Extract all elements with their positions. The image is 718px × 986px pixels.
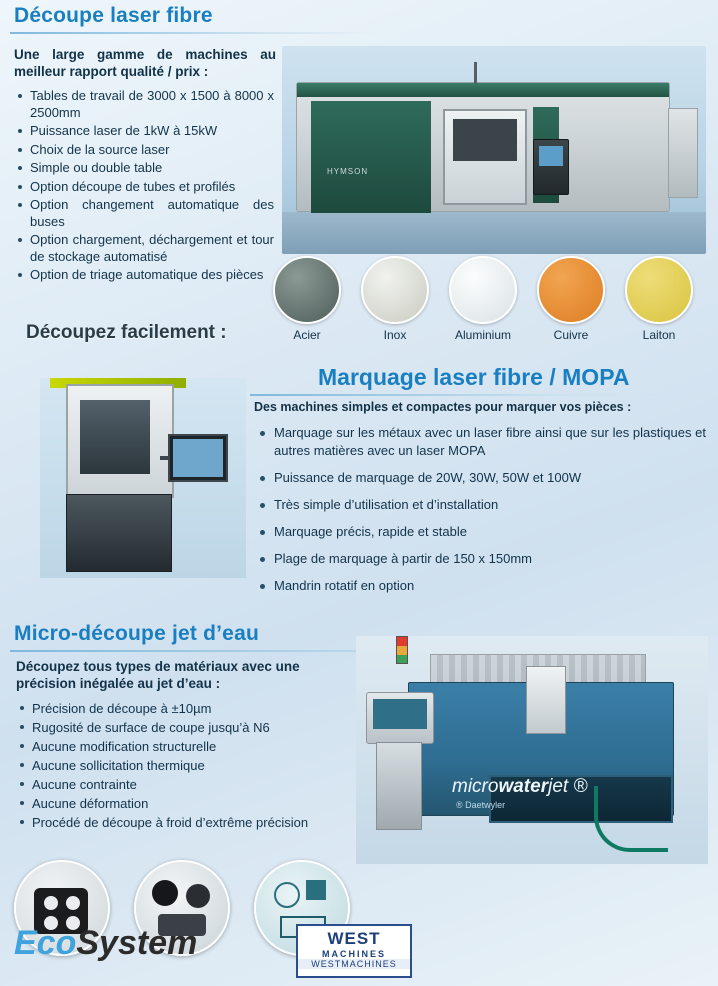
list-item: Option découpe de tubes et profilés bbox=[16, 179, 274, 196]
laser-cutting-intro: Une large gamme de machines au meilleur rapport qualité / prix : bbox=[14, 47, 276, 79]
material-laiton bbox=[624, 256, 694, 342]
list-item: Aucune sollicitation thermique bbox=[18, 757, 358, 774]
machine-control-panel bbox=[533, 139, 569, 195]
list-item: Tables de travail de 3000 x 1500 à 8000 x 2500mm bbox=[16, 88, 274, 121]
material-swatch bbox=[449, 256, 517, 324]
material-label: Cuivre bbox=[553, 328, 589, 342]
material-acier bbox=[272, 256, 342, 342]
sample-shape bbox=[152, 880, 178, 906]
list-item: Marquage précis, rapide et stable bbox=[256, 523, 706, 541]
machine-exchange-table bbox=[668, 108, 698, 198]
machine-body bbox=[296, 82, 670, 212]
material-aluminium bbox=[448, 256, 518, 342]
material-label: Acier bbox=[293, 328, 321, 342]
list-item: Option changement automatique des buses bbox=[16, 197, 274, 230]
company-logo-suffix: System bbox=[76, 924, 198, 962]
material-swatch bbox=[625, 256, 693, 324]
waterjet-title: Micro-découpe jet d’eau bbox=[14, 622, 259, 645]
page-footer bbox=[0, 922, 718, 986]
list-item: Puissance de marquage de 20W, 30W, 50W et 100W bbox=[256, 469, 706, 487]
list-item: Précision de découpe à ±10µm bbox=[18, 700, 358, 717]
machine-cabinet-door bbox=[80, 400, 150, 474]
materials-row bbox=[272, 256, 708, 352]
list-item: Aucune déformation bbox=[18, 795, 358, 812]
waterjet-machine-logo: microwaterjet ® bbox=[452, 776, 588, 797]
material-label: Aluminium bbox=[454, 328, 511, 342]
control-column bbox=[376, 742, 422, 830]
laser-cutting-title-rule bbox=[10, 32, 378, 34]
material-swatch bbox=[537, 256, 605, 324]
sample-hole bbox=[66, 896, 80, 910]
material-label: Inox bbox=[383, 328, 407, 342]
machine-antenna bbox=[474, 62, 477, 84]
marking-machine-photo bbox=[40, 378, 246, 578]
list-item: Aucune modification structurelle bbox=[18, 738, 358, 755]
partner-logo bbox=[296, 924, 412, 978]
list-item: Choix de la source laser bbox=[16, 142, 274, 159]
laser-cutting-title: Découpe laser fibre bbox=[14, 4, 213, 27]
company-logo bbox=[14, 924, 197, 963]
machine-top-stripe bbox=[297, 83, 669, 97]
material-cuivre bbox=[536, 256, 606, 342]
laser-marking-intro: Des machines simples et compactes pour marquer vos pièces : bbox=[254, 400, 632, 414]
machine-window bbox=[443, 109, 527, 205]
list-item: Option de triage automatique des pièces bbox=[16, 267, 274, 284]
laser-cutting-bullet-list bbox=[16, 88, 274, 286]
material-inox bbox=[360, 256, 430, 342]
list-item: Très simple d’utilisation et d’installation bbox=[256, 496, 706, 514]
photo-floor bbox=[282, 212, 706, 254]
laser-marking-title: Marquage laser fibre / MOPA bbox=[318, 364, 630, 390]
machine-brand-label: HYMSON bbox=[327, 167, 369, 176]
list-item: Marquage sur les métaux avec un laser fibre ainsi que sur les plastiques et autres matières avec un laser MOPA bbox=[256, 424, 706, 460]
list-item: Aucune contrainte bbox=[18, 776, 358, 793]
sample-shape bbox=[306, 880, 326, 900]
sample-shape bbox=[186, 884, 210, 908]
sample-shape bbox=[274, 882, 300, 908]
water-hose bbox=[594, 786, 668, 852]
machine-monitor bbox=[168, 434, 228, 482]
list-item: Puissance laser de 1kW à 15kW bbox=[16, 123, 274, 140]
machine-green-panel-left bbox=[311, 101, 431, 213]
registered-mark: ® bbox=[573, 776, 588, 797]
machine-cabinet bbox=[66, 384, 174, 498]
partner-logo-line2: MACHINES bbox=[321, 949, 386, 959]
waterjet-machine-photo bbox=[356, 636, 708, 864]
list-item: Plage de marquage à partir de 150 x 150mm bbox=[256, 550, 706, 568]
material-label: Laiton bbox=[642, 328, 676, 342]
signal-light bbox=[396, 636, 408, 664]
list-item: Mandrin rotatif en option bbox=[256, 577, 706, 595]
material-swatch bbox=[273, 256, 341, 324]
list-item: Option chargement, déchargement et tour de stockage automatisé bbox=[16, 232, 274, 265]
sample-hole bbox=[44, 896, 58, 910]
machine-window-hatch bbox=[453, 119, 517, 161]
laser-marking-bullet-list bbox=[256, 424, 706, 604]
machine-control-screen bbox=[539, 146, 563, 166]
partner-logo-line3: WESTMACHINES bbox=[298, 959, 410, 969]
waterjet-intro: Découpez tous types de matériaux avec une précision inégalée au jet d’eau : bbox=[16, 659, 300, 691]
machine-base bbox=[66, 494, 172, 572]
section-waterjet bbox=[0, 622, 718, 922]
section-laser-marking bbox=[0, 358, 718, 620]
cutting-head bbox=[526, 666, 566, 734]
list-item: Procédé de découpe à froid d’extrême précision bbox=[18, 814, 358, 831]
laser-cutting-machine-photo bbox=[282, 46, 706, 254]
company-logo-prefix: Eco bbox=[14, 924, 77, 962]
material-swatch bbox=[361, 256, 429, 324]
laser-marking-title-rule bbox=[250, 394, 708, 396]
cnc-control-panel bbox=[366, 692, 434, 744]
cut-easily-title: Découpez facilement : bbox=[26, 322, 227, 343]
section-laser-cutting bbox=[0, 0, 718, 352]
waterjet-machine-subtitle: ® Daetwyler bbox=[456, 800, 506, 810]
monitor-screen bbox=[173, 439, 223, 477]
waterjet-bullet-list bbox=[18, 700, 358, 833]
list-item: Simple ou double table bbox=[16, 160, 274, 177]
list-item: Rugosité de surface de coupe jusqu’à N6 bbox=[18, 719, 358, 736]
waterjet-logo-bold: water bbox=[498, 776, 549, 797]
partner-logo-line1: WEST bbox=[327, 929, 381, 948]
cnc-screen bbox=[373, 699, 427, 729]
